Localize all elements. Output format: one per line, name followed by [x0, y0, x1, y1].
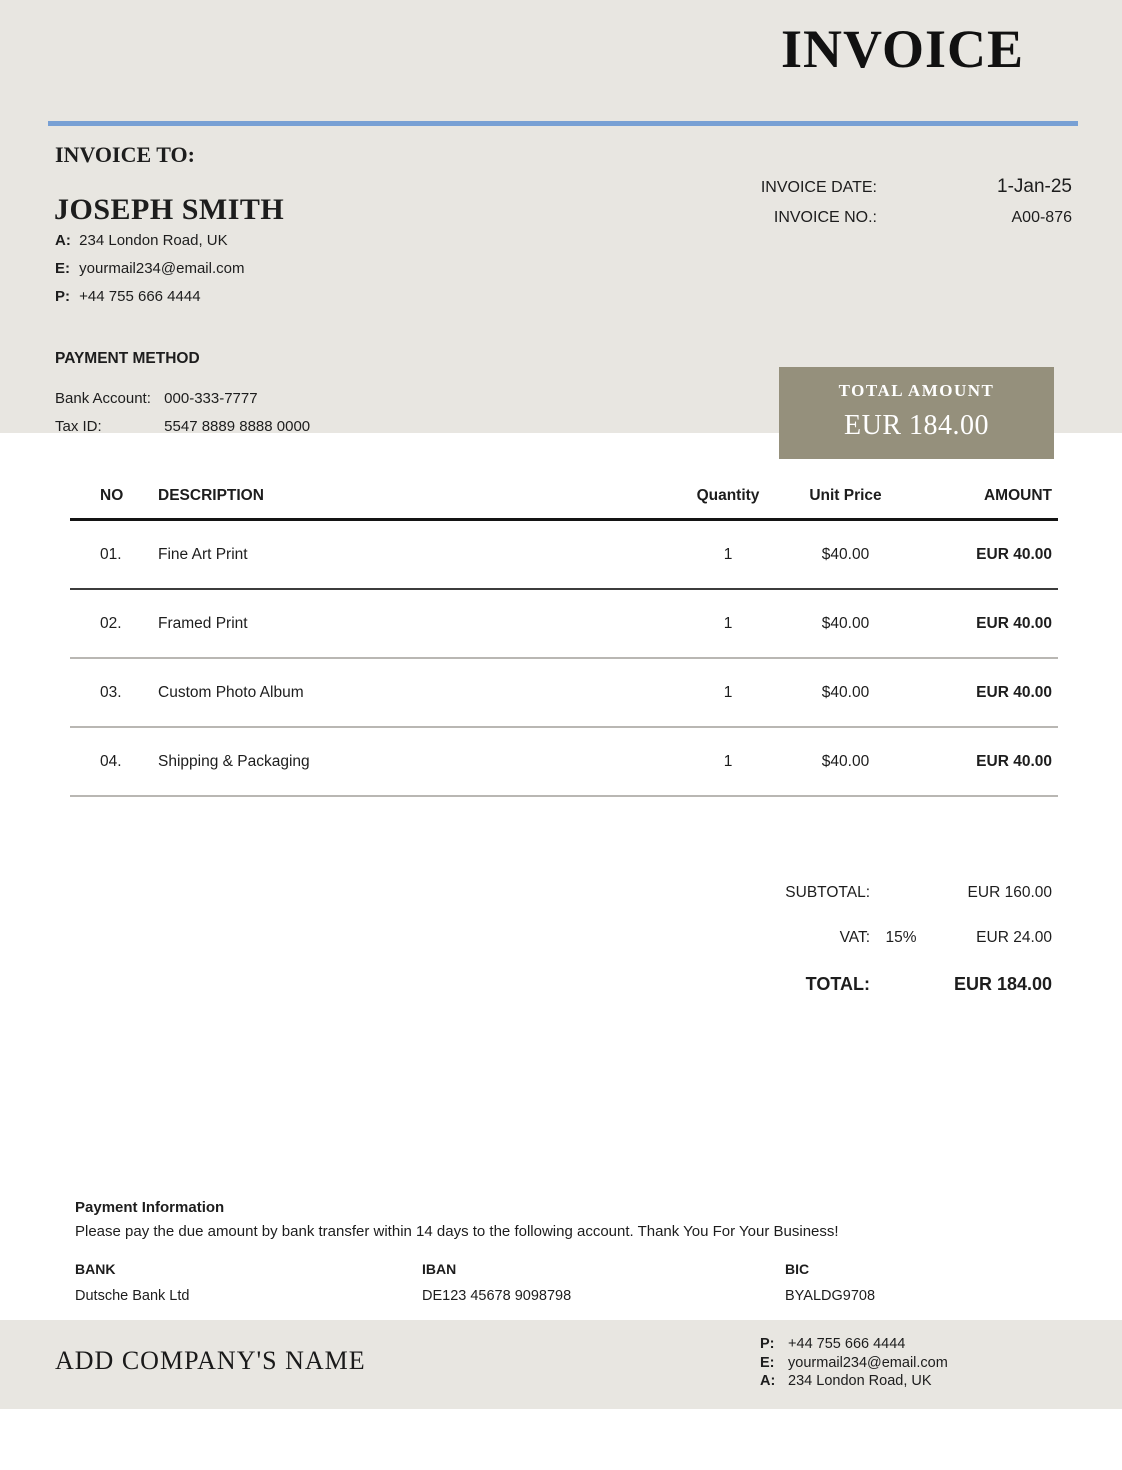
payment-information-section	[75, 1199, 1058, 1240]
footer-email-row	[760, 1355, 948, 1374]
item-description: Framed Print	[158, 614, 248, 632]
bank-details-grid	[75, 1261, 1058, 1304]
customer-email-label: E:	[55, 260, 70, 277]
total-label: TOTAL:	[805, 974, 870, 994]
invoice-number-label: INVOICE NO.:	[773, 209, 877, 226]
item-description: Custom Photo Album	[158, 683, 304, 701]
item-no: 03.	[100, 683, 122, 701]
invoice-to-label: INVOICE TO:	[55, 142, 195, 167]
customer-address-label: A:	[55, 232, 71, 249]
payment-method-block	[55, 389, 310, 445]
vat-rate: 15%	[885, 929, 917, 946]
totals-block	[700, 884, 1052, 1022]
footer-address-value: 234 London Road, UK	[788, 1373, 932, 1389]
customer-contact-block	[55, 231, 244, 315]
item-amount: EUR 40.00	[976, 683, 1052, 701]
customer-address-row	[55, 231, 244, 259]
footer-address-label: A:	[760, 1373, 776, 1389]
table-row	[70, 590, 1058, 659]
iban-value: DE123 45678 9098798	[422, 1288, 572, 1304]
header-amount: AMOUNT	[983, 487, 1052, 504]
header-divider-line	[48, 121, 1078, 126]
footer-email-label: E:	[760, 1354, 775, 1371]
total-amount-box	[779, 367, 1054, 459]
customer-email-value: yourmail234@email.com	[79, 260, 245, 277]
total-amount-box-label: TOTAL AMOUNT	[838, 381, 995, 400]
item-amount: EUR 40.00	[976, 545, 1052, 563]
subtotal-row	[700, 884, 1052, 902]
item-unit-price: $40.00	[821, 545, 870, 563]
iban-column	[422, 1261, 785, 1304]
iban-label: IBAN	[422, 1261, 457, 1277]
footer-address-row	[760, 1373, 948, 1392]
invoice-date-label: INVOICE DATE:	[760, 179, 877, 196]
header-unit-price: Unit Price	[809, 487, 882, 504]
vat-value: EUR 24.00	[976, 929, 1052, 946]
footer-phone-row	[760, 1336, 948, 1355]
bic-column	[785, 1261, 1058, 1304]
header-quantity: Quantity	[696, 487, 760, 504]
footer-email-value: yourmail234@email.com	[788, 1354, 948, 1371]
payment-information-note: Please pay the due amount by bank transfer within 14 days to the following account. Thank You For Your Business!	[75, 1223, 839, 1240]
total-row	[700, 974, 1052, 995]
invoice-date-value: 1-Jan-25	[997, 176, 1072, 197]
payment-method-title: PAYMENT METHOD	[55, 350, 200, 367]
total-value: EUR 184.00	[953, 974, 1052, 994]
footer-phone-label: P:	[760, 1336, 775, 1352]
tax-id-label: Tax ID:	[55, 418, 102, 435]
customer-phone-row	[55, 287, 244, 315]
customer-phone-label: P:	[55, 288, 70, 305]
payment-information-title: Payment Information	[75, 1199, 225, 1216]
footer-contact-block	[760, 1336, 948, 1392]
customer-phone-value: +44 755 666 4444	[79, 288, 201, 305]
customer-address-value: 234 London Road, UK	[79, 232, 228, 249]
customer-name: JOSEPH SMITH	[54, 193, 285, 226]
bank-account-row	[55, 389, 310, 417]
invoice-meta-block	[672, 176, 1072, 227]
bic-value: BYALDG9708	[785, 1288, 876, 1304]
header-description: DESCRIPTION	[158, 487, 264, 504]
bank-column	[75, 1261, 422, 1304]
vat-label: VAT:	[839, 929, 870, 946]
item-no: 04.	[100, 752, 122, 770]
table-row	[70, 659, 1058, 728]
invoice-title: INVOICE	[781, 19, 1024, 79]
subtotal-value: EUR 160.00	[967, 884, 1052, 901]
invoice-number-value: A00-876	[1011, 209, 1072, 226]
bank-name-value: Dutsche Bank Ltd	[75, 1288, 190, 1304]
bank-account-value: 000-333-7777	[164, 390, 258, 407]
bank-name-label: BANK	[75, 1261, 116, 1277]
vat-row	[700, 929, 1052, 947]
item-quantity: 1	[723, 752, 733, 770]
item-amount: EUR 40.00	[976, 614, 1052, 632]
tax-id-row	[55, 417, 310, 445]
item-no: 01.	[100, 545, 122, 563]
items-table-header	[70, 479, 1058, 521]
header-no: NO	[100, 487, 124, 504]
item-description: Shipping & Packaging	[158, 752, 310, 770]
company-name: ADD COMPANY'S NAME	[55, 1346, 366, 1375]
item-quantity: 1	[723, 614, 733, 632]
items-table	[70, 479, 1058, 797]
item-description: Fine Art Print	[158, 545, 248, 563]
subtotal-label: SUBTOTAL:	[785, 884, 870, 901]
item-amount: EUR 40.00	[976, 752, 1052, 770]
footer-phone-value: +44 755 666 4444	[788, 1336, 906, 1352]
total-amount-box-value: EUR 184.00	[844, 410, 989, 441]
item-quantity: 1	[723, 683, 733, 701]
customer-email-row	[55, 259, 244, 287]
table-row	[70, 728, 1058, 797]
tax-id-value: 5547 8889 8888 0000	[164, 418, 311, 435]
item-unit-price: $40.00	[821, 752, 870, 770]
bank-account-label: Bank Account:	[55, 390, 151, 407]
item-unit-price: $40.00	[821, 614, 870, 632]
item-unit-price: $40.00	[821, 683, 870, 701]
table-row	[70, 521, 1058, 590]
item-quantity: 1	[723, 545, 733, 563]
item-no: 02.	[100, 614, 122, 632]
bic-label: BIC	[785, 1261, 810, 1277]
